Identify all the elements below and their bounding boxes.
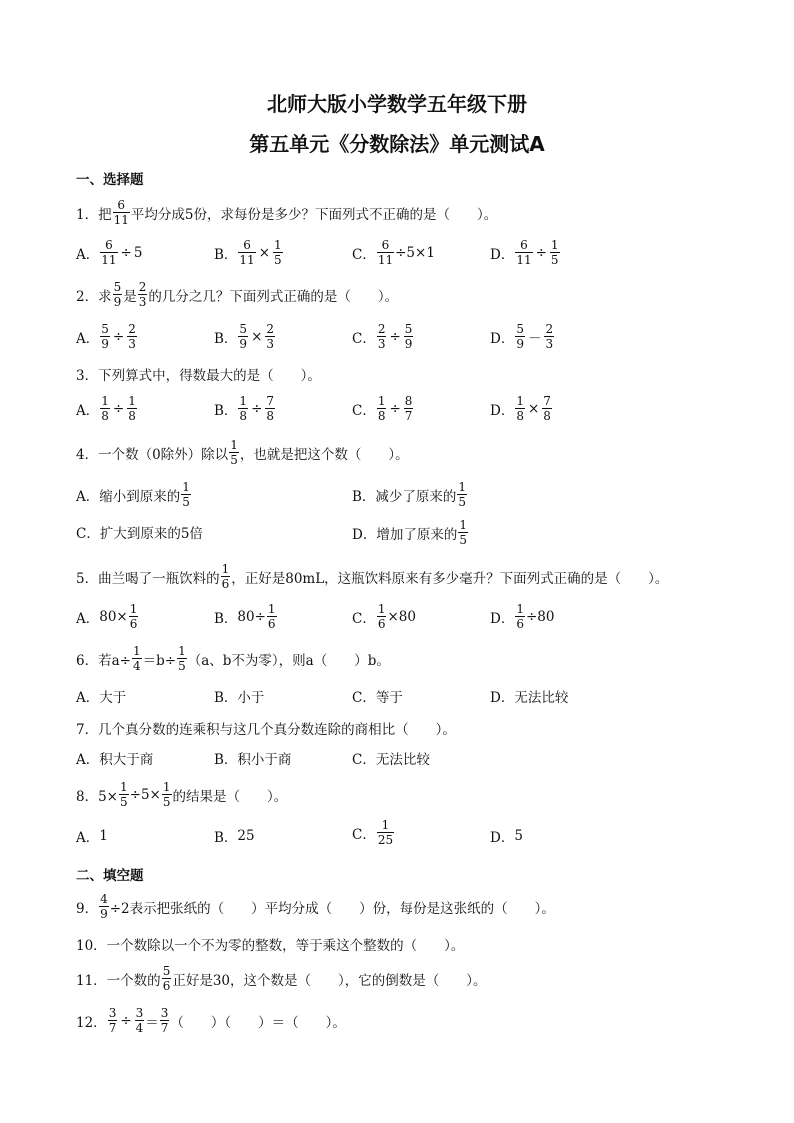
q8-option-c[interactable]: C． $\frac{1}{25}$ <box>352 818 394 847</box>
q2-option-d[interactable]: D． $\frac{5}{9}$ － $\frac{2}{3}$ <box>490 322 554 351</box>
q3-option-a[interactable]: A． $\frac{1}{8}$ ÷ $\frac{1}{8}$ <box>76 394 136 423</box>
question-1 <box>76 198 497 227</box>
section-choice-heading: 一、选择题 <box>76 172 144 188</box>
page-subtitle: 第五单元《分数除法》单元测试A <box>249 132 545 156</box>
section-fill-heading: 二、填空题 <box>76 868 144 884</box>
q3-option-d[interactable]: D． $\frac{1}{8}$ × $\frac{7}{8}$ <box>490 394 551 423</box>
q3-option-c[interactable]: C． $\frac{1}{8}$ ÷ $\frac{8}{7}$ <box>352 394 413 423</box>
q8-option-b[interactable]: B． 25 <box>214 828 255 846</box>
q1-option-c[interactable]: C． $\frac{6}{11}$ ÷5×1 <box>352 238 435 267</box>
q3-option-b[interactable]: B． $\frac{1}{8}$ ÷ $\frac{7}{8}$ <box>214 394 275 423</box>
q1-fraction: $\frac{6}{11}$ <box>113 198 129 227</box>
question-2: 2．求 $\frac{5}{9}$ 是 $\frac{2}{3}$ 的几分之几？下面列式正确的是（ ）。 <box>76 280 399 309</box>
question-5: 5．曲兰喝了一瓶饮料的 $\frac{1}{6}$ ，正好是80mL，这瓶饮料原来有多少毫升？下面列式正确的是（ ）。 <box>76 562 669 591</box>
q1-option-d[interactable]: D． $\frac{6}{11}$ ÷ $\frac{1}{5}$ <box>490 238 559 267</box>
q2-option-b[interactable]: B． $\frac{5}{9}$ × $\frac{2}{3}$ <box>214 322 275 351</box>
q4-option-a[interactable]: A． 缩小到原来的 $\frac{1}{5}$ <box>76 480 190 509</box>
q5-option-d[interactable]: D． $\frac{1}{6}$ ÷80 <box>490 602 555 631</box>
q8-option-a[interactable]: A． 1 <box>76 828 108 846</box>
question-8: 8．5× $\frac{1}{5}$ ÷5× $\frac{1}{5}$ 的结果是（ ）。 <box>76 780 288 809</box>
q5-option-a[interactable]: A． 80× $\frac{1}{6}$ <box>76 602 138 631</box>
q6-option-b[interactable]: B． 小于 <box>214 690 265 706</box>
q4-option-d[interactable]: D． 增加了原来的 $\frac{1}{5}$ <box>352 518 467 547</box>
q7-option-b[interactable]: B． 积小于商 <box>214 752 292 768</box>
question-11: 11．一个数的 $\frac{5}{6}$ 正好是30，这个数是（ ），它的倒数是（ ）。 <box>76 964 487 993</box>
q5-option-c[interactable]: C． $\frac{1}{6}$ ×80 <box>352 602 416 631</box>
q6-option-d[interactable]: D． 无法比较 <box>490 690 569 706</box>
q2-option-c[interactable]: C． $\frac{2}{3}$ ÷ $\frac{5}{9}$ <box>352 322 413 351</box>
q7-option-c[interactable]: C． 无法比较 <box>352 752 430 768</box>
q1-prefix: 1．把 <box>76 206 112 223</box>
q1-option-b[interactable]: B． $\frac{6}{11}$ × $\frac{1}{5}$ <box>214 238 282 267</box>
q7-option-a[interactable]: A． 积大于商 <box>76 752 154 768</box>
q2-option-a[interactable]: A． $\frac{5}{9}$ ÷ $\frac{2}{3}$ <box>76 322 136 351</box>
question-12: 12． $\frac{3}{7}$ ÷ $\frac{3}{4}$ ＝ $\frac{3}{7}$ （ ）（ ）＝（ ）。 <box>76 1006 346 1035</box>
question-4: 4．一个数（0除外）除以 $\frac{1}{5}$ ，也就是把这个数（ ）。 <box>76 438 409 467</box>
q4-option-b[interactable]: B． 减少了原来的 $\frac{1}{5}$ <box>352 480 467 509</box>
question-3: 3．下列算式中，得数最大的是（ ）。 <box>76 368 321 384</box>
q1-option-a[interactable]: A． $\frac{6}{11}$ ÷ 5 <box>76 238 143 267</box>
q8-option-d[interactable]: D． 5 <box>490 828 523 846</box>
question-7: 7．几个真分数的连乘积与这几个真分数连除的商相比（ ）。 <box>76 722 456 738</box>
q5-option-b[interactable]: B． 80÷ $\frac{1}{6}$ <box>214 602 276 631</box>
q6-option-c[interactable]: C． 等于 <box>352 690 403 706</box>
q1-suffix: 平均分成5份，求每份是多少？下面列式不正确的是（ ）。 <box>130 206 498 223</box>
page-title: 北师大版小学数学五年级下册 <box>267 92 527 116</box>
question-9: 9． $\frac{4}{9}$ ÷2表示把张纸的（ ）平均分成（ ）份，每份是这张纸的（ ）。 <box>76 892 555 921</box>
question-6: 6．若a÷ $\frac{1}{4}$ ＝b÷ $\frac{1}{5}$ （a、b不为零），则a（ ）b。 <box>76 644 390 673</box>
question-10: 10．一个数除以一个不为零的整数，等于乘这个整数的（ ）。 <box>76 938 465 954</box>
q6-option-a[interactable]: A． 大于 <box>76 690 127 706</box>
q4-option-c[interactable]: C． 扩大到原来的5倍 <box>76 526 203 542</box>
